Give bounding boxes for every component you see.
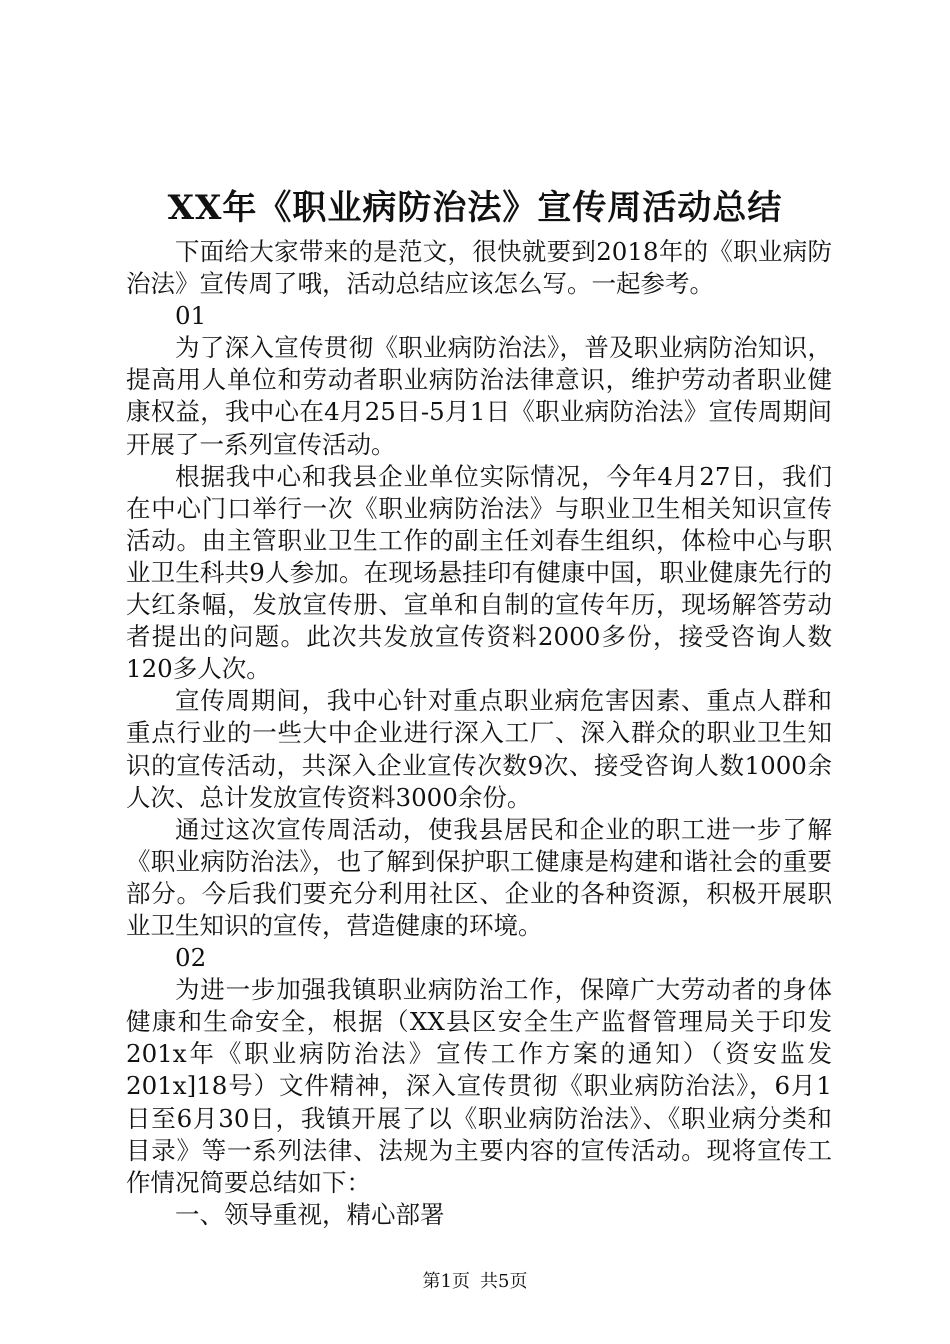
page-total: 共5页 (480, 1271, 528, 1292)
intro-paragraph: 下面给大家带来的是范文，很快就要到2018年的《职业病防治法》宣传周了哦，活动总结应该怎么写。一起参考。 (126, 237, 832, 299)
document-title: XX年《职业病防治法》宣传周活动总结 (167, 188, 783, 228)
body-paragraph: 通过这次宣传周活动，使我县居民和企业的职工进一步了解《职业病防治法》，也了解到保护职工健康是构建和谐社会的重要部分。今后我们要充分利用社区、企业的各种资源，积极开展职业卫生知识的宣传，营造健康的环境。 (126, 814, 832, 940)
body-paragraph: 为进一步加强我镇职业病防治工作，保障广大劳动者的身体健康和生命安全，根据（XX县区安全生产监督管理局关于印发201x年《职业病防治法》宣传工作方案的通知）（资安监发201x]18号）文件精神，深入宣传贯彻《职业病防治法》，6月1日至6月30日，我镇开展了以《职业病防治法》、《职业病分类和目录》等一系列法律、法规为主要内容的宣传活动。现将宣传工作情况简要总结如下： (126, 975, 832, 1197)
page-footer (0, 1270, 950, 1294)
subheading: 一、领导重视，精心部署 (175, 1199, 445, 1229)
body-paragraph: 宣传周期间，我中心针对重点职业病危害因素、重点人群和重点行业的一些大中企业进行深入工厂、深入群众的职业卫生知识的宣传活动，共深入企业宣传次数9次、接受咨询人数1000余人次、总计发放宣传资料3000余份。 (126, 686, 832, 812)
section-number: 02 (175, 943, 207, 973)
document-body (126, 236, 832, 1231)
section-number: 01 (175, 301, 207, 331)
page-number: 第1页 (422, 1271, 470, 1292)
body-paragraph: 为了深入宣传贯彻《职业病防治法》，普及职业病防治知识，提高用人单位和劳动者职业病防治法律意识，维护劳动者职业健康权益，我中心在4月25日-5月1日《职业病防治法》宣传周期间开展了一系列宣传活动。 (126, 333, 832, 459)
body-paragraph: 根据我中心和我县企业单位实际情况，今年4月27日，我们在中心门口举行一次《职业病防治法》与职业卫生相关知识宣传活动。由主管职业卫生工作的副主任刘春生组织，体检中心与职业卫生科共9人参加。在现场悬挂印有健康中国，职业健康先行的大红条幅，发放宣传册、宣单和自制的宣传年历，现场解答劳动者提出的问题。此次共发放宣传资料2000多份，接受咨询人数120多人次。 (126, 461, 832, 684)
